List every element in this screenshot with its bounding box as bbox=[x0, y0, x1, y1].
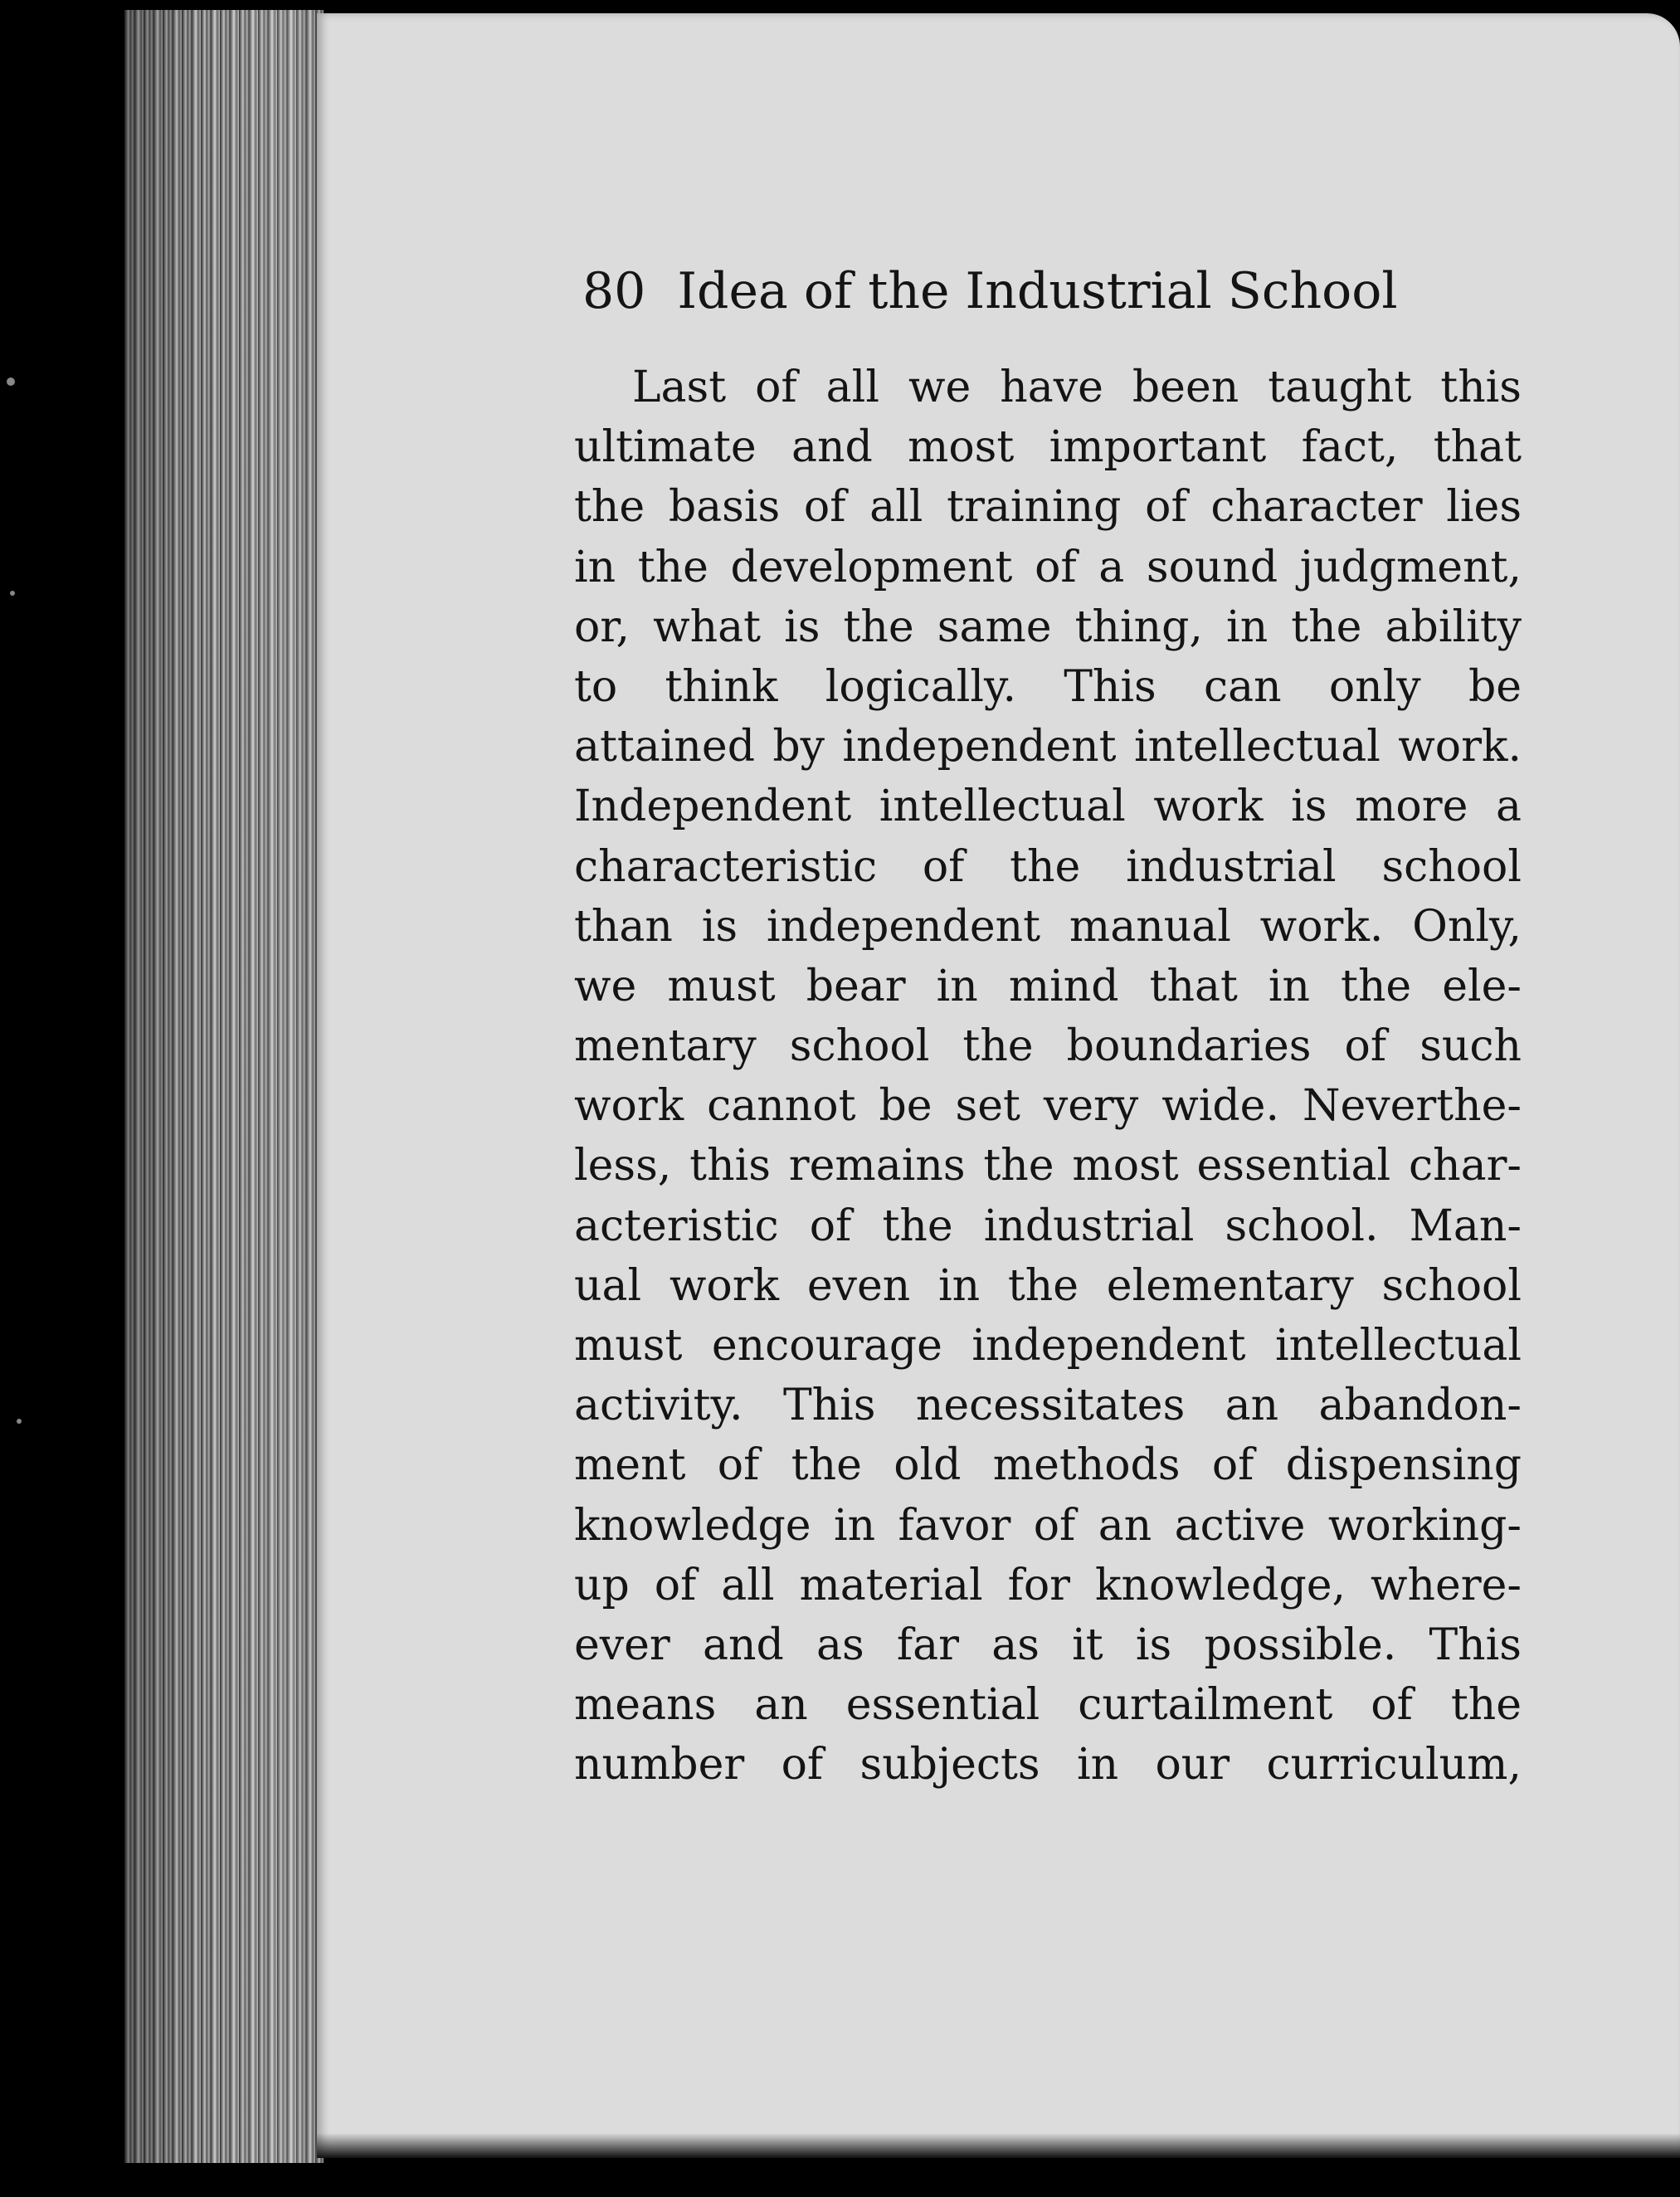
text-line: ment of the old methods of dispensing bbox=[574, 1440, 1522, 1491]
text-line: mentary school the boundaries of such bbox=[574, 1021, 1522, 1072]
page-number: 80 bbox=[582, 262, 646, 320]
text-line: up of all material for knowledge, where- bbox=[574, 1560, 1522, 1610]
text-line: ultimate and most important fact, that bbox=[574, 422, 1522, 473]
running-head-title: Idea of the Industrial School bbox=[677, 262, 1398, 320]
text-line: less, this remains the most essential char- bbox=[574, 1141, 1522, 1191]
text-line: Independent intellectual work is more a bbox=[574, 782, 1522, 832]
stacked-page-edges bbox=[124, 10, 324, 2163]
text-line: means an essential curtailment of the bbox=[574, 1680, 1522, 1731]
text-line: Last of all we have been taught this bbox=[632, 363, 1522, 412]
scan-speck bbox=[17, 1419, 22, 1424]
text-line: or, what is the same thing, in the ability bbox=[574, 602, 1522, 652]
book-page bbox=[317, 13, 1680, 2158]
text-line: than is independent manual work. Only, bbox=[574, 901, 1522, 952]
text-line: in the development of a sound judgment, bbox=[574, 542, 1522, 592]
text-line: characteristic of the industrial school bbox=[574, 841, 1522, 892]
text-line: the basis of all training of character lies bbox=[574, 482, 1522, 533]
text-line: work cannot be set very wide. Neverthe- bbox=[574, 1081, 1522, 1132]
text-line: attained by independent intellectual work. bbox=[574, 722, 1522, 772]
text-line: ever and as far as it is possible. This bbox=[574, 1620, 1522, 1670]
text-line: knowledge in favor of an active working- bbox=[574, 1500, 1522, 1551]
text-line: ual work even in the elementary school bbox=[574, 1260, 1522, 1311]
scan-speck bbox=[7, 378, 15, 386]
text-line: to think logically. This can only be bbox=[574, 661, 1522, 712]
text-line: number of subjects in our curriculum, bbox=[574, 1740, 1522, 1790]
text-line: we must bear in mind that in the ele- bbox=[574, 961, 1522, 1011]
running-head bbox=[582, 262, 1512, 320]
text-line: acteristic of the industrial school. Man- bbox=[574, 1201, 1522, 1251]
text-line: must encourage independent intellectual bbox=[574, 1321, 1522, 1371]
scan-speck bbox=[10, 591, 15, 596]
body-paragraph bbox=[574, 358, 1522, 1795]
text-line: activity. This necessitates an abandon- bbox=[574, 1381, 1522, 1431]
